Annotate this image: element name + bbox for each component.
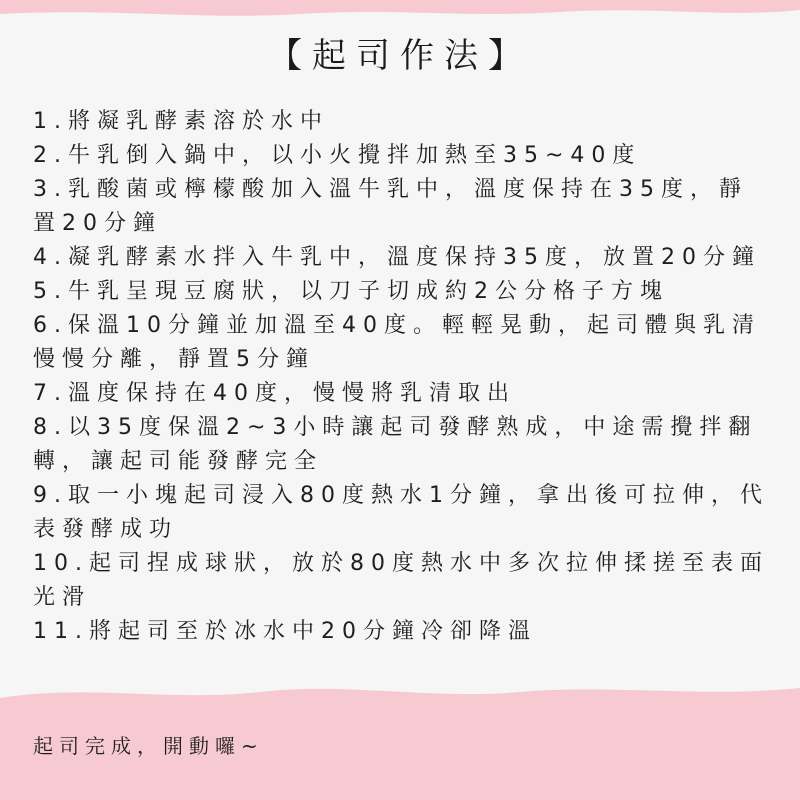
steps-list	[33, 105, 773, 649]
step-3: 3.乳酸菌或檸檬酸加入溫牛乳中，溫度保持在35度，靜置20分鐘	[33, 177, 748, 236]
step-1: 1.將凝乳酵素溶於水中	[33, 109, 329, 134]
step-5: 5.牛乳呈現豆腐狀，以刀子切成約2公分格子方塊	[33, 279, 669, 304]
top-wave-decoration	[0, 0, 800, 22]
footer-text: 起司完成，開動囉~	[33, 734, 264, 758]
step-6: 6.保溫10分鐘並加溫至40度。輕輕晃動，起司體與乳清慢慢分離，靜置5分鐘	[33, 313, 761, 372]
step-11: 11.將起司至於冰水中20分鐘冷卻降溫	[33, 619, 537, 644]
step-4: 4.凝乳酵素水拌入牛乳中，溫度保持35度，放置20分鐘	[33, 245, 761, 270]
step-8: 8.以35度保溫2~3小時讓起司發酵熟成，中途需攪拌翻轉，讓起司能發酵完全	[33, 415, 758, 474]
step-10: 10.起司捏成球狀，放於80度熱水中多次拉伸揉搓至表面光滑	[33, 551, 769, 610]
page-title: 【起司作法】	[268, 36, 532, 76]
step-9: 9.取一小塊起司浸入80度熱水1分鐘，拿出後可拉伸，代表發酵成功	[33, 483, 769, 542]
step-7: 7.溫度保持在40度，慢慢將乳清取出	[33, 381, 516, 406]
step-2: 2.牛乳倒入鍋中，以小火攪拌加熱至35~40度	[33, 143, 642, 168]
